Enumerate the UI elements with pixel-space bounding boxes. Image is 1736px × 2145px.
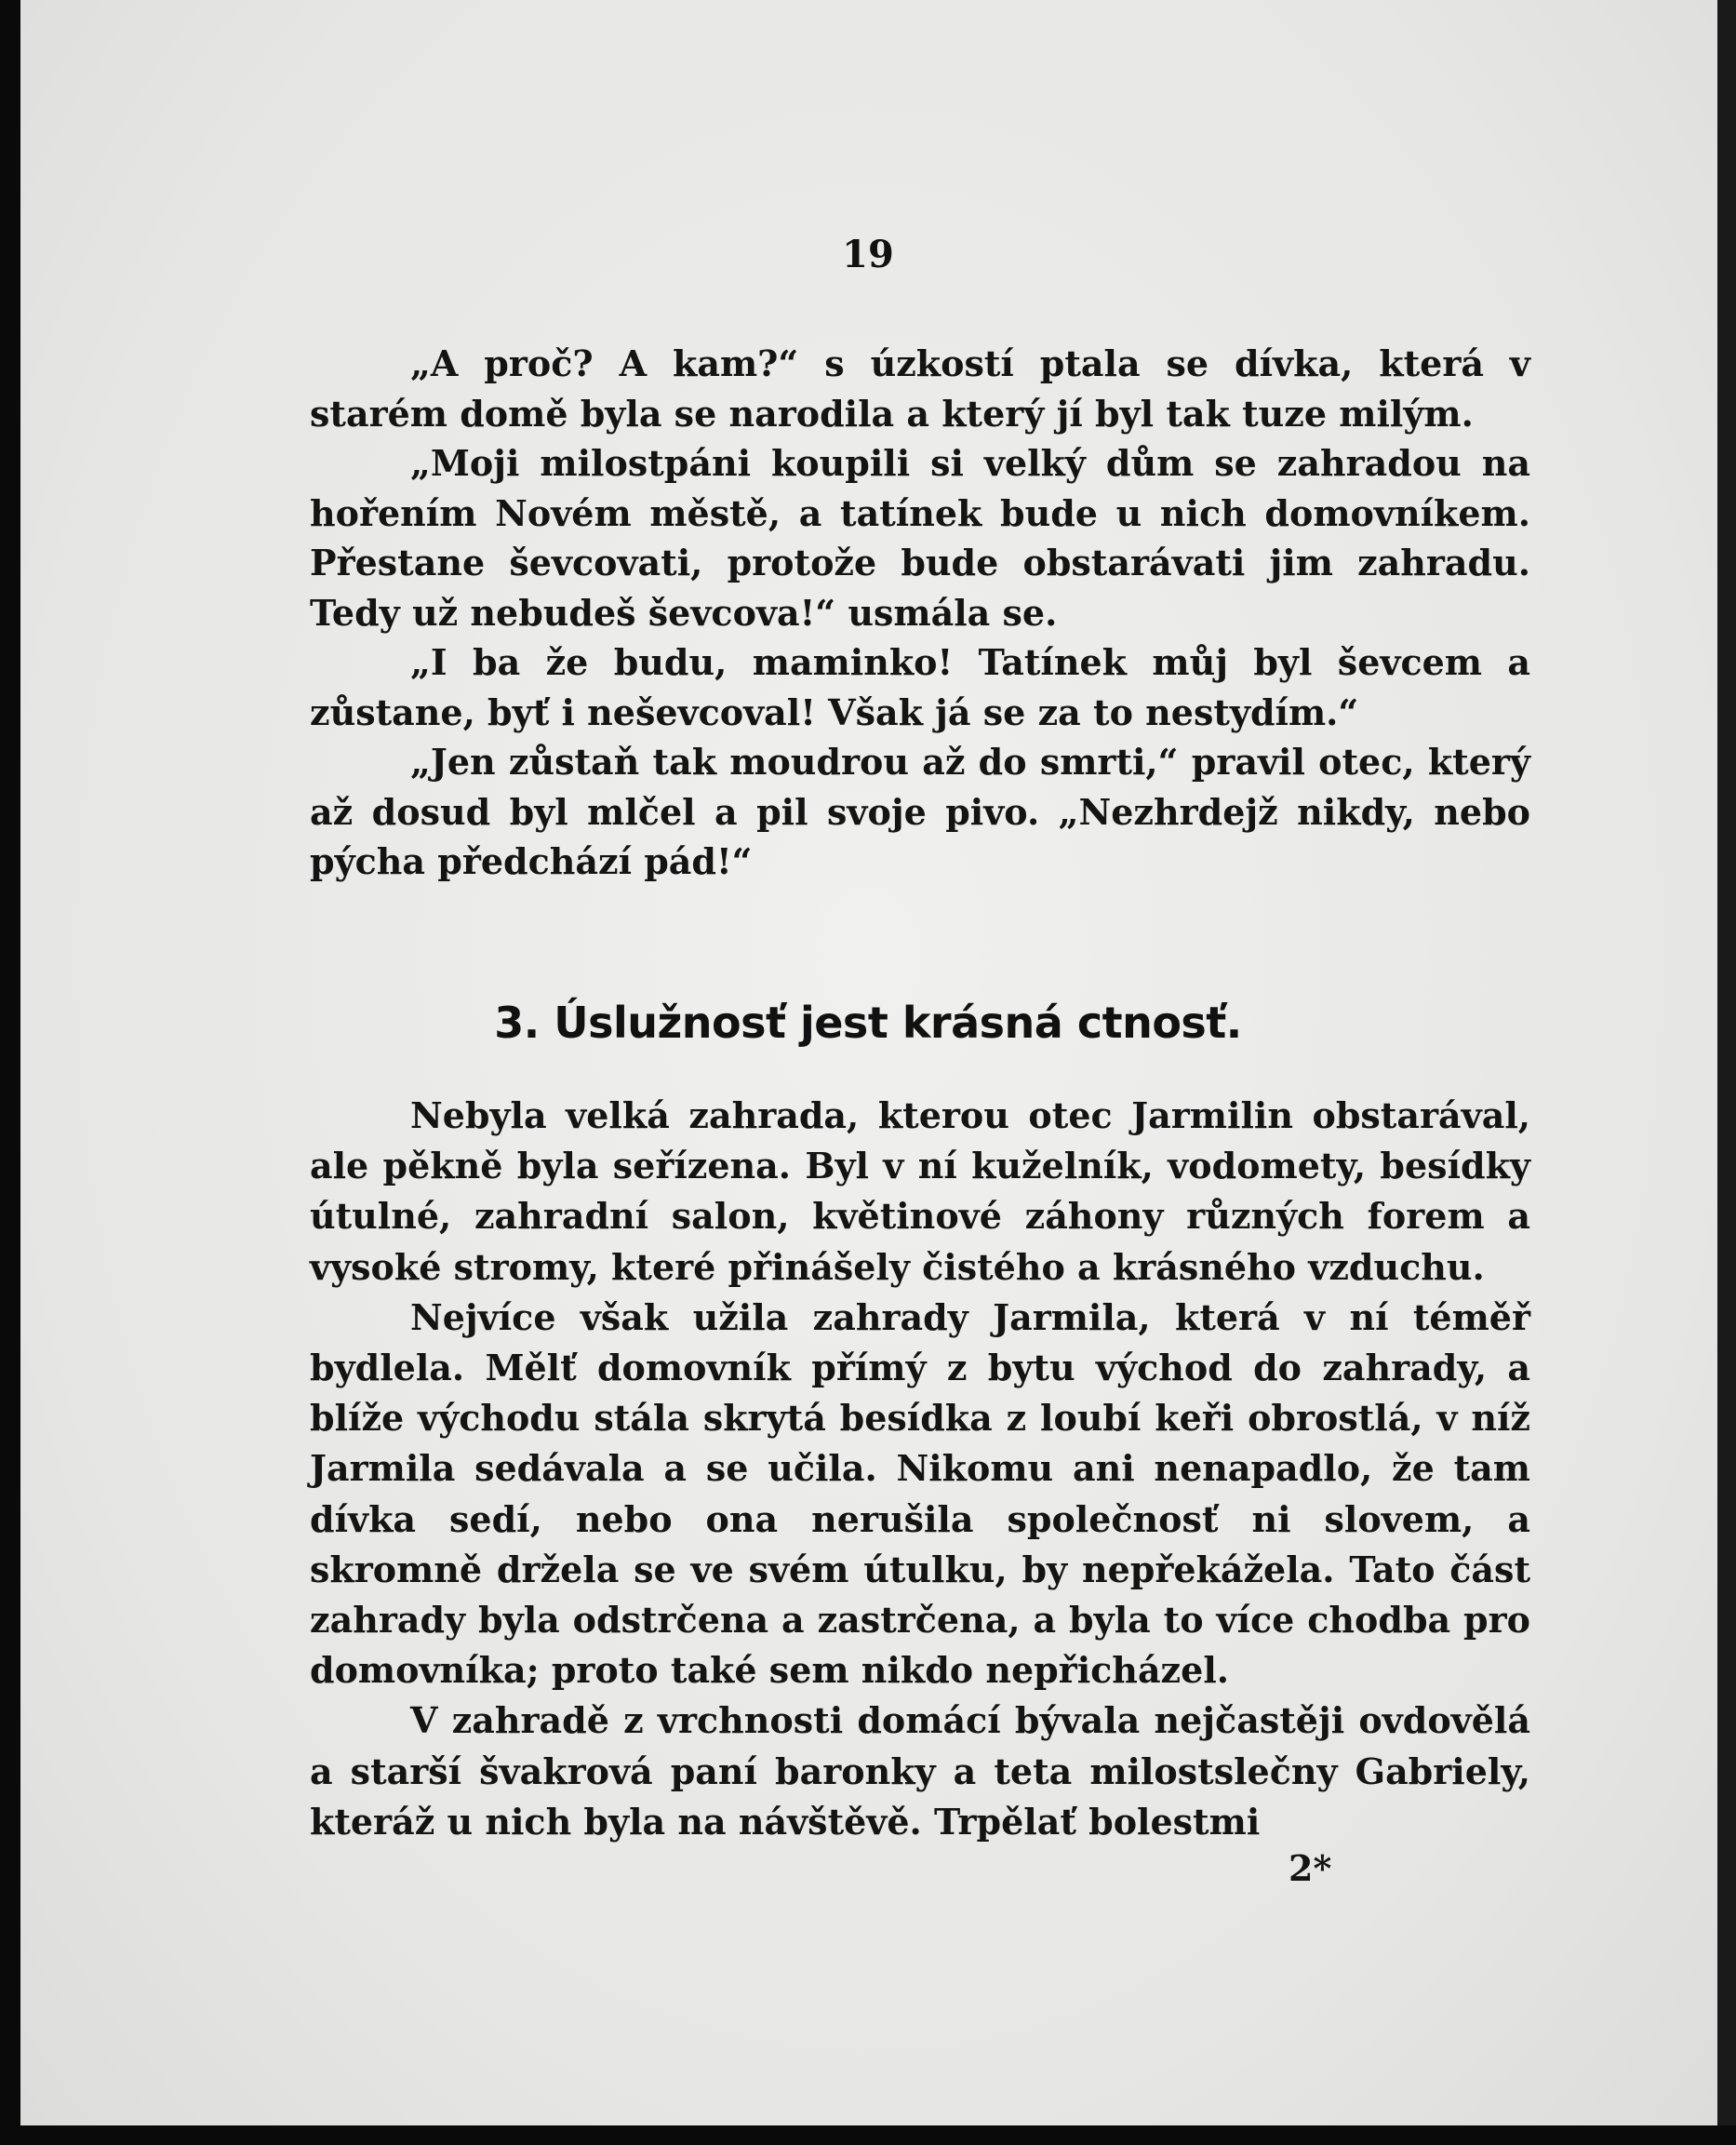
page-right-edge	[1717, 0, 1736, 2145]
paragraph: Nebyla velká zahrada, kterou otec Jarmilin obstarával, ale pěkně byla seřízena. Byl v ní kuželník, vodomety, besídky útulné, zahradní salon, květinové záhony různých forem a vysoké stromy, které přinášely čistého a krásného vzduchu.	[310, 1094, 1530, 1288]
page-bottom-edge	[0, 2125, 1736, 2145]
section-2-text	[310, 1091, 1530, 1847]
signature-mark: 2*	[1289, 1847, 1332, 1889]
chapter-heading: 3. Úslužnosť jest krásná ctnosť.	[494, 998, 1242, 1048]
paragraph: „I ba že budu, maminko! Tatínek můj byl ševcem a zůstane, byť i neševcoval! Však já se za to nestydím.“	[310, 641, 1530, 733]
paragraph: „Jen zůstaň tak moudrou až do smrti,“ pravil otec, který až dosud byl mlčel a pil svoje pivo. „Nezhrdejž nikdy, nebo pýcha předchází pád!“	[310, 741, 1530, 882]
paragraph: Nejvíce však užila zahrady Jarmila, která v ní téměř bydlela. Mělť domovník přímý z bytu východ do zahrady, a blíže východu stála skrytá besídka z loubí keři obrostlá, v níž Jarmila sedávala a se učila. Nikomu ani nenapadlo, že tam dívka sedí, nebo ona nerušila společnosť ni slovem, a skromně držela se ve svém útulku, by nepřekážela. Tato část zahrady byla odstrčena a zastrčena, a byla to více chodba pro domovníka; proto také sem nikdo nepřicházel.	[310, 1295, 1530, 1692]
paragraph: „Moji milostpáni koupili si velký dům se zahradou na hořením Novém městě, a tatínek bude u nich domovníkem. Přestane ševcovati, protože bude obstarávati jim zahradu. Tedy už nebudeš ševcova!“ usmála se.	[310, 442, 1530, 634]
section-1-text	[310, 339, 1530, 887]
page-number: 19	[842, 233, 894, 276]
book-spine	[0, 0, 20, 2145]
paragraph: „A proč? A kam?“ s úzkostí ptala se dívka, která v starém domě byla se narodila a který jí byl tak tuze milým.	[310, 342, 1530, 435]
paragraph: V zahradě z vrchnosti domácí bývala nejčastěji ovdovělá a starší švakrová paní baronky a teta milostslečny Gabriely, kteráž u nich byla na návštěvě. Trpělať bolestmi	[310, 1699, 1530, 1843]
